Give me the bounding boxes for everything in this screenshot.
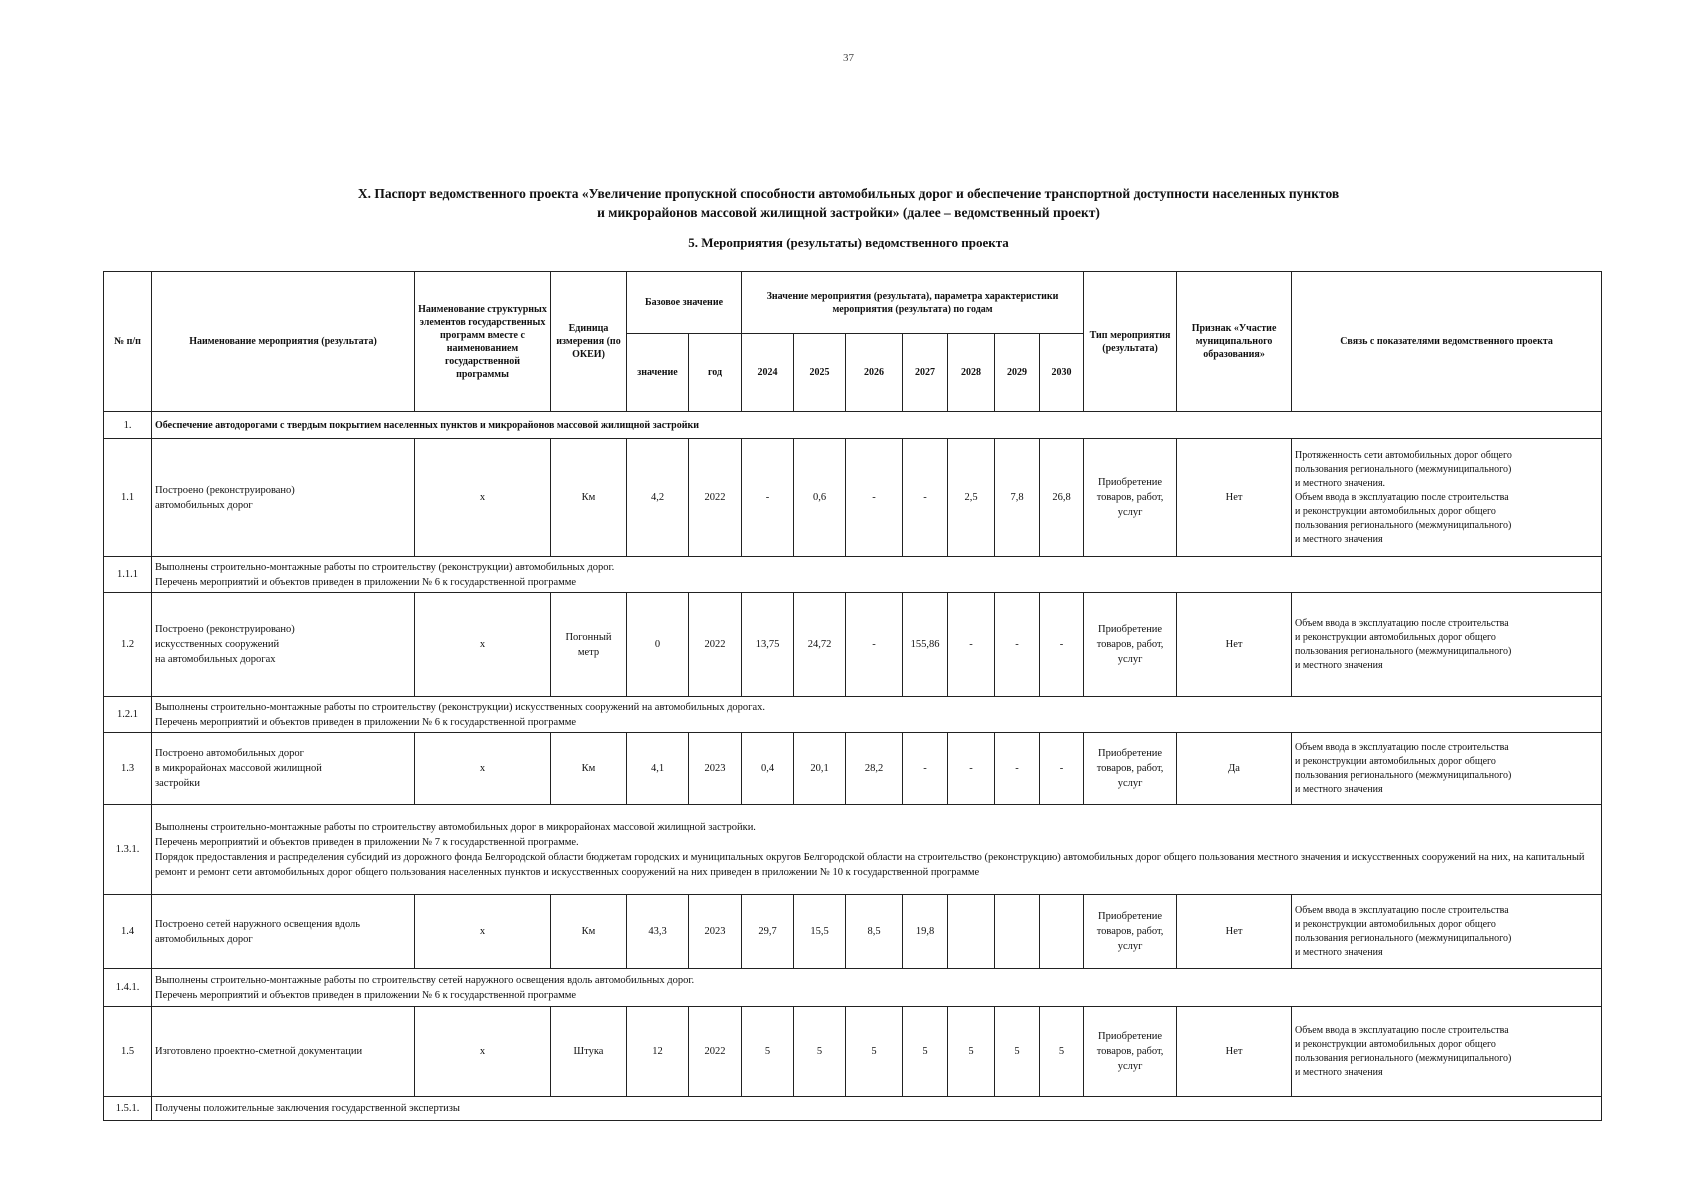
subrow-num: 1.3.1.: [104, 805, 152, 895]
subrow-text: Получены положительные заключения государственной экспертизы: [152, 1097, 1602, 1121]
subrow-text: Выполнены строительно-монтажные работы по строительству (реконструкции) искусственных сооружений на автомобильных дорогах. Перечень мероприятий и объектов приведен в приложении № 6 к государственной программе: [152, 697, 1602, 733]
row-base-value: 12: [627, 1007, 689, 1097]
row-unit: Км: [551, 439, 627, 557]
header-name: Наименование мероприятия (результата): [152, 272, 415, 412]
row-struct: х: [415, 593, 551, 697]
subrow-num: 1.2.1: [104, 697, 152, 733]
row-name: Изготовлено проектно-сметной документации: [152, 1007, 415, 1097]
row-name: Построено сетей наружного освещения вдоль автомобильных дорог: [152, 895, 415, 969]
subrow-num: 1.4.1.: [104, 969, 152, 1007]
title-line-1: X. Паспорт ведомственного проекта «Увеличение пропускной способности автомобильных дорог и обеспечение транспортной доступности населенных пунктов: [357, 186, 1340, 201]
subrow: [104, 557, 1602, 593]
row-type: Приобретение товаров, работ, услуг: [1084, 593, 1177, 697]
subrow-num: 1.1.1: [104, 557, 152, 593]
header-values: Значение мероприятия (результата), параметра характеристики мероприятия (результата) по годам: [742, 272, 1084, 334]
row-num: 1.4: [104, 895, 152, 969]
row-num: 1.1: [104, 439, 152, 557]
subrow: [104, 969, 1602, 1007]
row-year-value: 24,72: [794, 593, 846, 697]
table-row: [104, 733, 1602, 805]
header-num: № п/п: [104, 272, 152, 412]
row-type: Приобретение товаров, работ, услуг: [1084, 733, 1177, 805]
row-year-value: 5: [1040, 1007, 1084, 1097]
row-municipal: Нет: [1177, 895, 1292, 969]
row-struct: х: [415, 1007, 551, 1097]
subrow-text: Выполнены строительно-монтажные работы по строительству сетей наружного освещения вдоль автомобильных дорог. Перечень мероприятий и объектов приведен в приложении № 6 к государственной программе: [152, 969, 1602, 1007]
row-base-value: 4,2: [627, 439, 689, 557]
row-type: Приобретение товаров, работ, услуг: [1084, 439, 1177, 557]
row-year-value: 29,7: [742, 895, 794, 969]
title-line-2: и микрорайонов массовой жилищной застройки» (далее – ведомственный проект): [597, 205, 1100, 220]
row-year-value: -: [742, 439, 794, 557]
row-base-value: 0: [627, 593, 689, 697]
row-year-value: -: [903, 439, 948, 557]
header-year: 2030: [1040, 334, 1084, 412]
row-year-value: 19,8: [903, 895, 948, 969]
row-name: Построено (реконструировано) искусственных сооружений на автомобильных дорогах: [152, 593, 415, 697]
row-municipal: Нет: [1177, 1007, 1292, 1097]
table-row: [104, 1007, 1602, 1097]
row-type: Приобретение товаров, работ, услуг: [1084, 895, 1177, 969]
row-year-value: -: [1040, 733, 1084, 805]
row-type: Приобретение товаров, работ, услуг: [1084, 1007, 1177, 1097]
row-year-value: [995, 895, 1040, 969]
row-base-year: 2022: [689, 593, 742, 697]
subrow-text: Выполнены строительно-монтажные работы по строительству автомобильных дорог в микрорайонах массовой жилищной застройки. Перечень мероприятий и объектов приведен в приложении № 7 к государственной программе. Порядок предоставления и распределения субсидий из дорожного фонда Белгородской области бюджетам городских и муниципальных округов Белгородской области на строительство (реконструкцию) автомобильных дорог общего пользования местного значения и искусственных сооружений на них, на капитальный ремонт и ремонт сети автомобильных дорог общего пользования населенных пунктов и искусственных сооружений на них приведен в приложении № 10 к государственной программе: [152, 805, 1602, 895]
row-unit: Погонный метр: [551, 593, 627, 697]
row-municipal: Нет: [1177, 439, 1292, 557]
measures-table: [103, 271, 1602, 1121]
header-year: 2025: [794, 334, 846, 412]
row-year-value: 28,2: [846, 733, 903, 805]
row-year-value: [1040, 895, 1084, 969]
section-subtitle: 5. Мероприятия (результаты) ведомственного проекта: [688, 235, 1009, 250]
row-year-value: -: [948, 593, 995, 697]
section-num: 1.: [104, 412, 152, 439]
row-year-value: 7,8: [995, 439, 1040, 557]
row-num: 1.2: [104, 593, 152, 697]
row-year-value: 8,5: [846, 895, 903, 969]
row-year-value: 5: [903, 1007, 948, 1097]
table-row: [104, 593, 1602, 697]
row-link: Объем ввода в эксплуатацию после строительства и реконструкции автомобильных дорог общего пользования регионального (межмуниципального) и местного значения: [1292, 1007, 1602, 1097]
header-year: 2024: [742, 334, 794, 412]
row-struct: х: [415, 439, 551, 557]
row-year-value: 26,8: [1040, 439, 1084, 557]
row-year-value: -: [846, 593, 903, 697]
row-year-value: 5: [995, 1007, 1040, 1097]
row-year-value: 0,6: [794, 439, 846, 557]
header-year: 2029: [995, 334, 1040, 412]
header-link: Связь с показателями ведомственного проекта: [1292, 272, 1602, 412]
row-name: Построено (реконструировано) автомобильных дорог: [152, 439, 415, 557]
row-year-value: 2,5: [948, 439, 995, 557]
row-year-value: -: [846, 439, 903, 557]
row-link: Протяженность сети автомобильных дорог общего пользования регионального (межмуниципального) и местного значения. Объем ввода в эксплуатацию после строительства и реконструкции автомобильных дорог общего пользования регионального (межмуниципального) и местного значения: [1292, 439, 1602, 557]
header-struct: Наименование структурных элементов государственных программ вместе с наименованием государственной программы: [415, 272, 551, 412]
row-unit: Км: [551, 895, 627, 969]
row-year-value: 5: [742, 1007, 794, 1097]
page-number: 37: [843, 52, 854, 64]
subrow-num: 1.5.1.: [104, 1097, 152, 1121]
row-year-value: -: [948, 733, 995, 805]
row-base-year: 2022: [689, 1007, 742, 1097]
row-year-value: -: [903, 733, 948, 805]
row-year-value: -: [1040, 593, 1084, 697]
header-municipal: Признак «Участие муниципального образования»: [1177, 272, 1292, 412]
row-num: 1.3: [104, 733, 152, 805]
header-year: 2026: [846, 334, 903, 412]
row-year-value: -: [995, 593, 1040, 697]
row-unit: Км: [551, 733, 627, 805]
row-num: 1.5: [104, 1007, 152, 1097]
header-base-year: год: [689, 334, 742, 412]
row-base-value: 4,1: [627, 733, 689, 805]
row-year-value: [948, 895, 995, 969]
row-year-value: -: [995, 733, 1040, 805]
header-year: 2028: [948, 334, 995, 412]
subrow: [104, 805, 1602, 895]
row-base-year: 2022: [689, 439, 742, 557]
row-year-value: 5: [794, 1007, 846, 1097]
row-year-value: 13,75: [742, 593, 794, 697]
header-year: 2027: [903, 334, 948, 412]
row-municipal: Да: [1177, 733, 1292, 805]
row-link: Объем ввода в эксплуатацию после строительства и реконструкции автомобильных дорог общего пользования регионального (межмуниципального) и местного значения: [1292, 733, 1602, 805]
row-base-value: 43,3: [627, 895, 689, 969]
row-name: Построено автомобильных дорог в микрорайонах массовой жилищной застройки: [152, 733, 415, 805]
section-row: [104, 412, 1602, 439]
subrow: [104, 1097, 1602, 1121]
header-base: Базовое значение: [627, 272, 742, 334]
row-struct: х: [415, 895, 551, 969]
table-row: [104, 439, 1602, 557]
row-municipal: Нет: [1177, 593, 1292, 697]
row-year-value: 155,86: [903, 593, 948, 697]
row-unit: Штука: [551, 1007, 627, 1097]
subrow: [104, 697, 1602, 733]
row-base-year: 2023: [689, 895, 742, 969]
row-year-value: 5: [948, 1007, 995, 1097]
section-text: Обеспечение автодорогами с твердым покрытием населенных пунктов и микрорайонов массовой жилищной застройки: [152, 412, 1602, 439]
row-base-year: 2023: [689, 733, 742, 805]
header-row-1: [104, 272, 1602, 334]
document-title: [0, 184, 1697, 222]
header-base-value: значение: [627, 334, 689, 412]
row-link: Объем ввода в эксплуатацию после строительства и реконструкции автомобильных дорог общего пользования регионального (межмуниципального) и местного значения: [1292, 593, 1602, 697]
table-row: [104, 895, 1602, 969]
header-unit: Единица измерения (по ОКЕИ): [551, 272, 627, 412]
row-year-value: 5: [846, 1007, 903, 1097]
header-type: Тип мероприятия (результата): [1084, 272, 1177, 412]
row-link: Объем ввода в эксплуатацию после строительства и реконструкции автомобильных дорог общего пользования регионального (межмуниципального) и местного значения: [1292, 895, 1602, 969]
row-year-value: 15,5: [794, 895, 846, 969]
subrow-text: Выполнены строительно-монтажные работы по строительству (реконструкции) автомобильных дорог. Перечень мероприятий и объектов приведен в приложении № 6 к государственной программе: [152, 557, 1602, 593]
row-year-value: 20,1: [794, 733, 846, 805]
row-year-value: 0,4: [742, 733, 794, 805]
row-struct: х: [415, 733, 551, 805]
